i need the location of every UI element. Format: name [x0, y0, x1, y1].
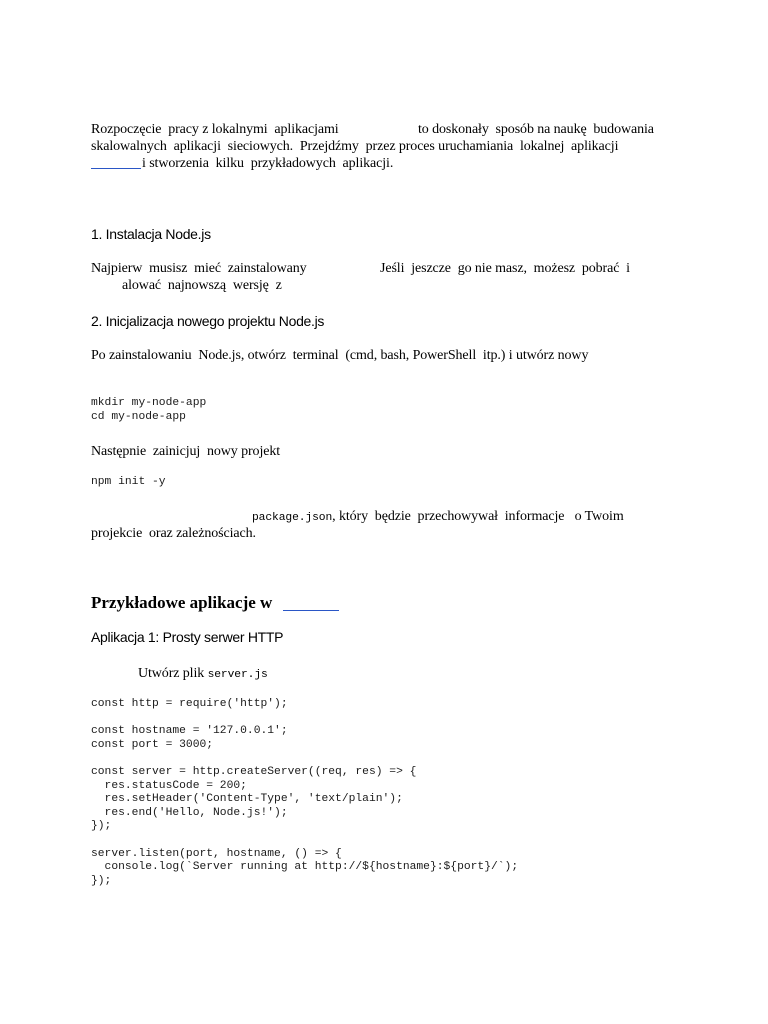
- intro-line1-b: to doskonały sposób na naukę budowania: [418, 122, 654, 137]
- section2-result-line2: projekcie oraz zależnościach.: [91, 526, 256, 541]
- section2-next-step: Następnie zainicjuj nowy projekt: [91, 444, 281, 459]
- intro-line3: i stworzenia kilku przykładowych aplikacji.: [142, 156, 394, 171]
- intro-line1-a: Rozpoczęcie pracy z lokalnymi aplikacjami: [91, 122, 339, 137]
- package-json-code: package.json: [252, 512, 333, 524]
- section1-line1-a: Najpierw musisz mieć zainstalowany: [91, 261, 307, 276]
- create-file-label: Utwórz plik: [138, 666, 208, 681]
- examples-link-blank[interactable]: [283, 610, 339, 611]
- server-js-filename: server.js: [207, 669, 268, 681]
- examples-heading: Przykładowe aplikacje w: [91, 593, 273, 612]
- code-block-npm-init: npm init -y: [91, 476, 166, 488]
- section2-paragraph: Po zainstalowaniu Node.js, otwórz terminal (cmd, bash, PowerShell itp.) i utwórz nowy: [91, 348, 589, 363]
- section1-line1-b: Jeśli jeszcze go nie masz, możesz pobrać i: [380, 261, 630, 276]
- intro-link-blank[interactable]: [91, 168, 141, 169]
- code-block-mkdir: mkdir my-node-app cd my-node-app: [91, 397, 207, 423]
- code-block-server: const http = require('http'); const hostname = '127.0.0.1'; const port = 3000; const server = http.createServer((req, res) => { res.statusCode = 200; res.setHeader('Content-Type', 'text/plain'); res.end('Hello, Node.js!'); }); server.listen(port, hostname, () => { console.log(`Server running at http://${hostname}:${port}/`); });: [91, 698, 519, 887]
- intro-line2: skalowalnych aplikacji sieciowych. Przejdźmy przez proces uruchamiania lokalnej aplikacji: [91, 139, 619, 154]
- section1-heading: 1. Instalacja Node.js: [91, 226, 211, 242]
- app1-heading: Aplikacja 1: Prosty serwer HTTP: [91, 629, 284, 645]
- section2-result-text: , który będzie przechowywał informacje o Twoim: [332, 509, 624, 524]
- section1-line2: alować najnowszą wersję z: [122, 278, 282, 293]
- section2-heading: 2. Inicjalizacja nowego projektu Node.js: [91, 313, 325, 329]
- section2-result-line1: [252, 508, 624, 527]
- create-file-line: [138, 665, 268, 684]
